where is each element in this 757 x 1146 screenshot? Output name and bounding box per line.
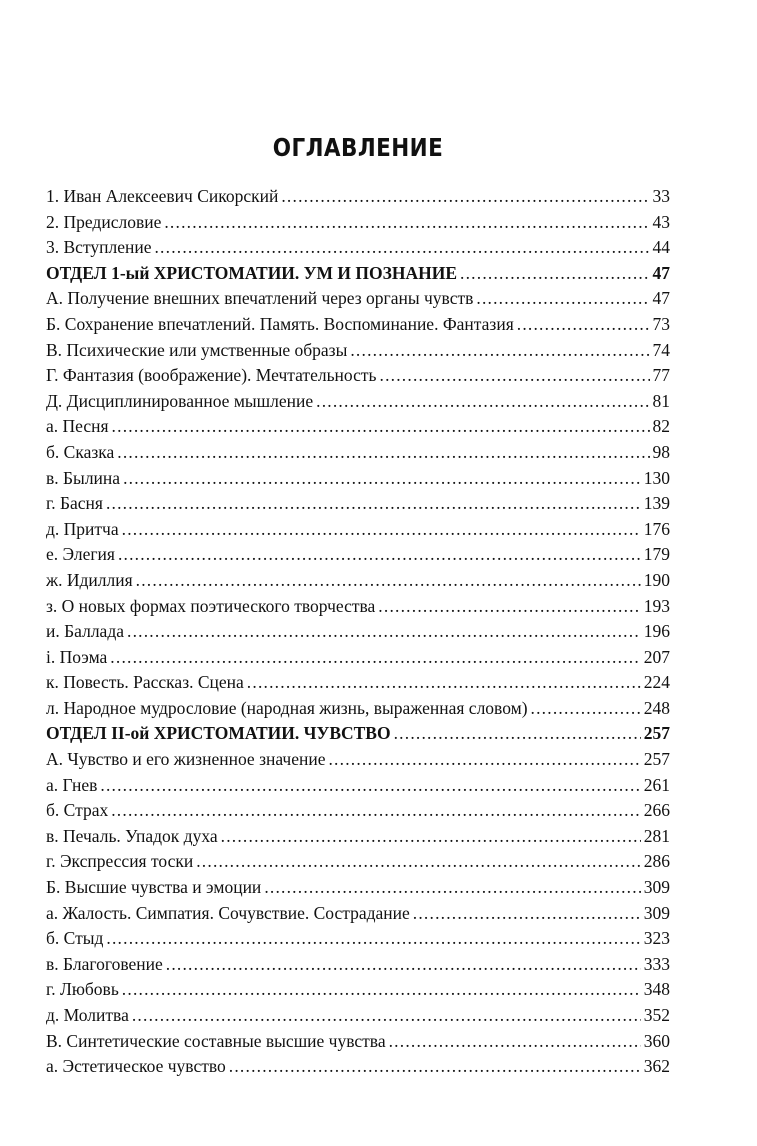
toc-page-number: 309 — [643, 902, 670, 923]
toc-entry — [46, 416, 670, 442]
dot-leader — [517, 314, 650, 335]
toc-entry — [46, 596, 670, 622]
toc-page-number: 257 — [643, 749, 670, 770]
toc-page-number: 44 — [652, 237, 670, 258]
toc-entry-title: а. Гнев — [46, 774, 98, 795]
dot-leader — [112, 416, 650, 437]
dot-leader — [122, 979, 641, 1000]
toc-page-number: 179 — [643, 544, 670, 565]
dot-leader — [100, 775, 640, 796]
toc-entry — [46, 314, 670, 340]
dot-leader — [316, 391, 649, 412]
dot-leader — [264, 877, 640, 898]
dot-leader — [196, 851, 641, 872]
toc-entry — [46, 1056, 670, 1082]
toc-entry-title: г. Экспрессия тоски — [46, 851, 194, 872]
toc-page-number: 224 — [643, 672, 670, 693]
dot-leader — [476, 288, 649, 309]
toc-entry-title: б. Страх — [46, 800, 109, 821]
toc-page-number: 196 — [643, 621, 670, 642]
toc-entry — [46, 468, 670, 494]
toc-page-number: 323 — [643, 928, 670, 949]
toc-entry-title: б. Стыд — [46, 928, 104, 949]
toc-entry-title: 1. Иван Алексеевич Сикорский — [46, 186, 279, 206]
dot-leader — [118, 544, 641, 565]
toc-entry-title: д. Притча — [46, 518, 119, 539]
toc-entry-title: В. Психические или умственные образы — [46, 339, 348, 360]
toc-page-number: 43 — [652, 211, 670, 232]
toc-page-number: 81 — [652, 390, 670, 411]
toc-entry-title: Б. Высшие чувства и эмоции — [46, 877, 262, 898]
toc-entry — [46, 1031, 670, 1057]
toc-entry — [46, 979, 670, 1005]
toc-page-number: 73 — [652, 313, 670, 334]
toc-page-number: 130 — [643, 467, 670, 488]
toc-entry — [46, 698, 670, 724]
toc-entry-title: д. Молитва — [46, 1005, 129, 1025]
toc-entry-title: 2. Предисловие — [46, 211, 162, 232]
toc-page-number: 248 — [643, 697, 670, 718]
toc-page-number: 207 — [643, 646, 670, 667]
toc-page-number: 362 — [643, 1056, 670, 1077]
toc-entry-title: ОТДЕЛ II-ой ХРИСТОМАТИИ. ЧУВСТВО — [46, 723, 391, 744]
toc-entry — [46, 186, 670, 212]
toc-entry-title: и. Баллада — [46, 621, 124, 642]
toc-page-number: 47 — [652, 288, 670, 309]
dot-leader — [460, 263, 649, 284]
toc-entry — [46, 544, 670, 570]
dot-leader — [247, 672, 641, 693]
toc-entry — [46, 672, 670, 698]
toc-entry-title: к. Повесть. Рассказ. Сцена — [46, 672, 244, 693]
toc-page-number: 286 — [643, 851, 670, 872]
dot-leader — [394, 723, 641, 744]
toc-section-heading — [46, 723, 670, 749]
toc-entry — [46, 519, 670, 545]
toc-entry — [46, 775, 670, 801]
toc-entry — [46, 212, 670, 238]
toc-entry-title: е. Элегия — [46, 544, 115, 565]
toc-page-number: 352 — [643, 1005, 670, 1025]
dot-leader — [117, 442, 649, 463]
toc-entry-title: 3. Вступление — [46, 237, 152, 258]
toc-page-number: 74 — [652, 339, 670, 360]
toc-page-number: 266 — [643, 800, 670, 821]
dot-leader — [106, 493, 641, 514]
dot-leader — [136, 570, 641, 591]
toc-entry — [46, 493, 670, 519]
toc-page-number: 77 — [652, 365, 670, 386]
dot-leader — [123, 468, 641, 489]
dot-leader — [328, 749, 640, 770]
toc-page-number: 360 — [643, 1030, 670, 1051]
toc-entry-title: б. Сказка — [46, 441, 115, 462]
dot-leader — [378, 596, 640, 617]
dot-leader — [164, 212, 649, 233]
table-of-contents-page — [46, 128, 670, 1082]
toc-entry — [46, 877, 670, 903]
page-title: ОГЛАВЛЕНИЕ — [272, 133, 444, 162]
toc-page-number: 257 — [643, 723, 670, 744]
toc-entry-title: ОТДЕЛ 1-ый ХРИСТОМАТИИ. УМ И ПОЗНАНИЕ — [46, 262, 458, 283]
toc-entry — [46, 1005, 670, 1031]
toc-entry-title: А. Чувство и его жизненное значение — [46, 749, 326, 770]
toc-entry-title: Б. Сохранение впечатлений. Память. Воспоминание. Фантазия — [46, 313, 514, 334]
toc-page-number: 281 — [643, 825, 670, 846]
dot-leader — [281, 186, 649, 207]
toc-entry-title: г. Басня — [46, 493, 103, 514]
toc-entry-title: Г. Фантазия (воображение). Мечтательность — [46, 365, 377, 386]
toc-entry — [46, 391, 670, 417]
toc-entry-title: і. Поэма — [46, 646, 108, 667]
toc-entry — [46, 570, 670, 596]
toc-page-number: 190 — [643, 569, 670, 590]
toc-entry-title: ж. Идиллия — [46, 569, 133, 590]
dot-leader — [350, 340, 649, 361]
toc-list — [46, 186, 670, 1082]
toc-entry — [46, 800, 670, 826]
dot-leader — [127, 621, 641, 642]
toc-entry — [46, 237, 670, 263]
toc-page-number: 333 — [643, 953, 670, 974]
toc-entry — [46, 340, 670, 366]
dot-leader — [110, 647, 640, 668]
toc-entry-title: в. Печаль. Упадок духа — [46, 825, 218, 846]
toc-page-number: 82 — [652, 416, 670, 437]
toc-entry-title: А. Получение внешних впечатлений через органы чувств — [46, 288, 474, 309]
toc-entry — [46, 826, 670, 852]
dot-leader — [221, 826, 641, 847]
toc-entry-title: г. Любовь — [46, 979, 119, 1000]
toc-page-number: 33 — [652, 186, 670, 206]
dot-leader — [413, 903, 641, 924]
toc-entry-title: В. Синтетические составные высшие чувства — [46, 1030, 386, 1051]
toc-page-number: 98 — [652, 441, 670, 462]
toc-entry-title: а. Эстетическое чувство — [46, 1056, 226, 1077]
dot-leader — [389, 1031, 641, 1052]
toc-entry — [46, 442, 670, 468]
toc-entry — [46, 647, 670, 673]
dot-leader — [380, 365, 650, 386]
toc-entry-title: л. Народное мудрословие (народная жизнь, выраженная словом) — [46, 697, 528, 718]
toc-entry — [46, 621, 670, 647]
toc-page-number: 139 — [643, 493, 670, 514]
dot-leader — [106, 928, 640, 949]
toc-entry-title: а. Жалость. Симпатия. Сочувствие. Сострадание — [46, 902, 410, 923]
toc-entry-title: з. О новых формах поэтического творчества — [46, 595, 376, 616]
toc-page-number: 261 — [643, 774, 670, 795]
dot-leader — [111, 800, 641, 821]
toc-page-number: 348 — [643, 979, 670, 1000]
toc-entry-title: а. Песня — [46, 416, 109, 437]
toc-entry — [46, 954, 670, 980]
toc-entry — [46, 365, 670, 391]
toc-page-number: 309 — [643, 877, 670, 898]
toc-entry — [46, 851, 670, 877]
toc-entry — [46, 903, 670, 929]
toc-entry — [46, 928, 670, 954]
dot-leader — [229, 1056, 641, 1077]
dot-leader — [154, 237, 649, 258]
dot-leader — [531, 698, 641, 719]
toc-page-number: 47 — [652, 262, 670, 283]
toc-section-heading — [46, 263, 670, 289]
dot-leader — [122, 519, 641, 540]
toc-entry — [46, 288, 670, 314]
toc-entry — [46, 749, 670, 775]
dot-leader — [132, 1005, 641, 1026]
toc-page-number: 176 — [643, 518, 670, 539]
toc-entry-title: Д. Дисциплинированное мышление — [46, 390, 314, 411]
dot-leader — [166, 954, 641, 975]
toc-entry-title: в. Благоговение — [46, 953, 163, 974]
toc-entry-title: в. Былина — [46, 467, 121, 488]
toc-page-number: 193 — [643, 595, 670, 616]
